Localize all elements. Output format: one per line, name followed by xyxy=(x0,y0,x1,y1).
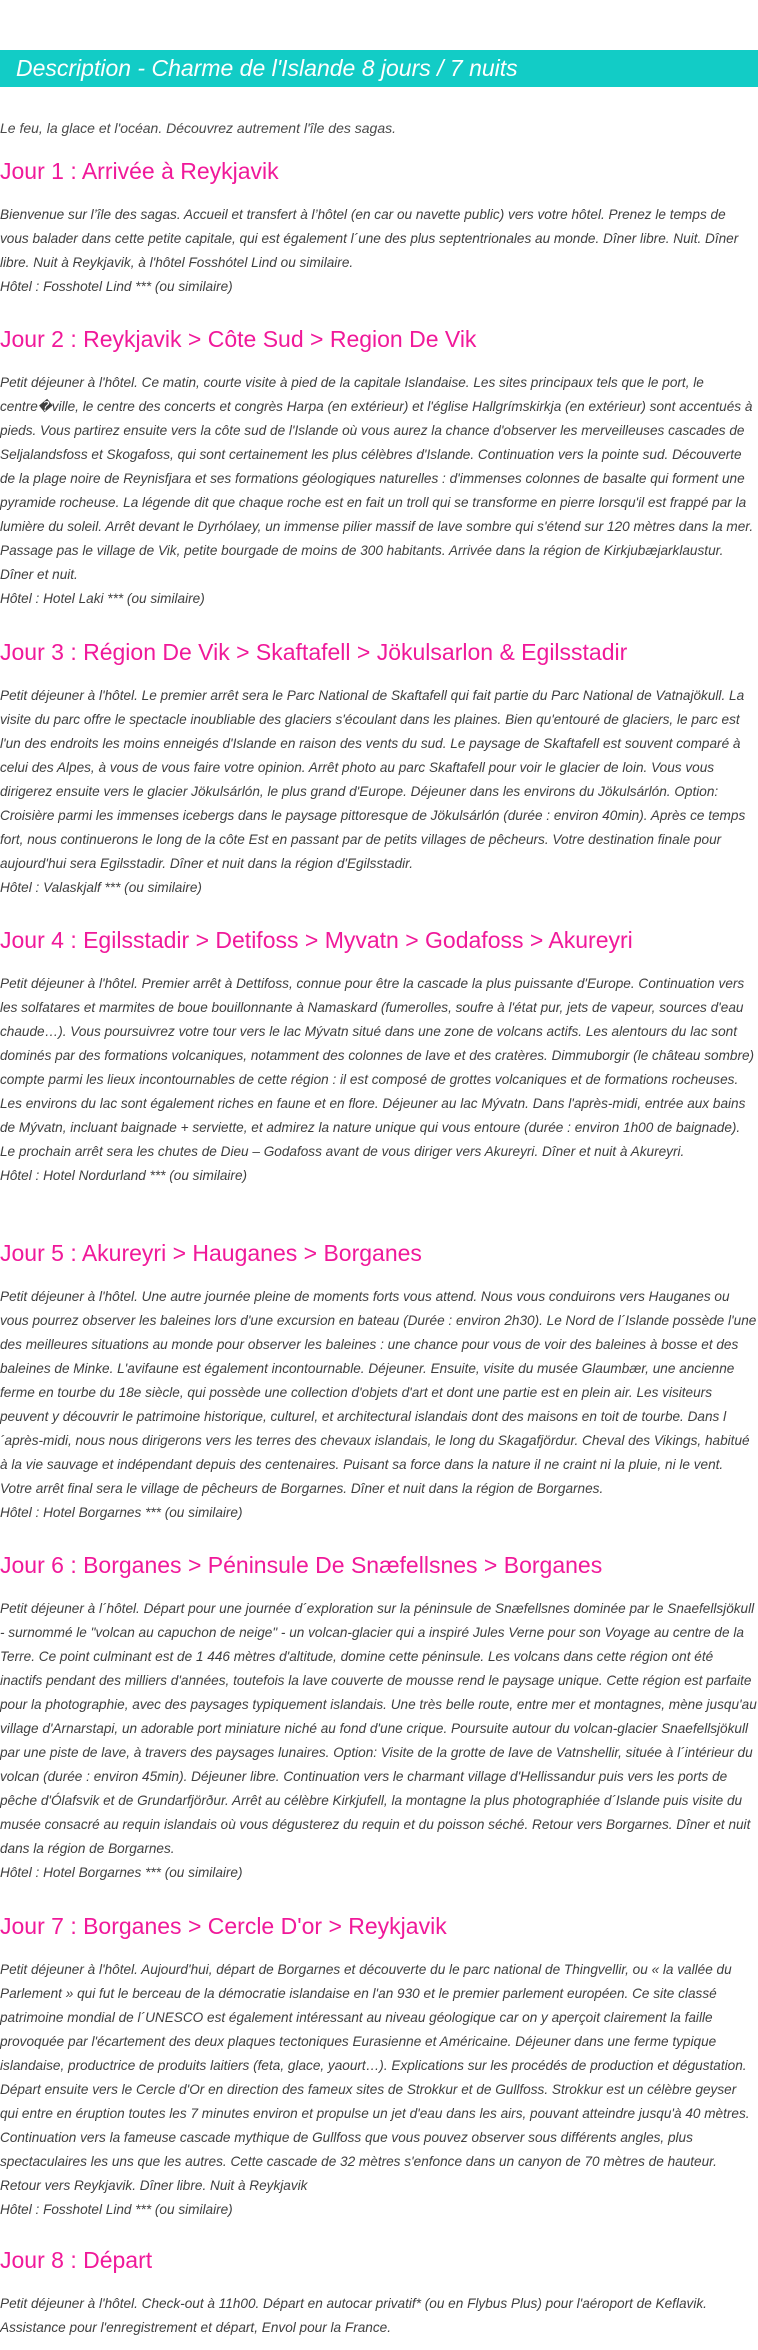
day-4-title: Jour 4 : Egilsstadir > Detifoss > Myvatn > Godafoss > Akureyri xyxy=(0,927,633,953)
day-2-section xyxy=(0,324,758,611)
day-8-section xyxy=(0,2245,758,2340)
day-5-section xyxy=(0,1238,758,1525)
day-1-title: Jour 1 : Arrivée à Reykjavik xyxy=(0,158,279,184)
day-6-section xyxy=(0,1550,758,1885)
day-1-hotel: Hôtel : Fosshotel Lind *** (ou similaire) xyxy=(0,279,233,294)
day-3-hotel: Hôtel : Valaskjalf *** (ou similaire) xyxy=(0,880,202,895)
day-6-title: Jour 6 : Borganes > Péninsule De Snæfellsnes > Borganes xyxy=(0,1552,603,1578)
day-3-title: Jour 3 : Région De Vik > Skaftafell > Jökulsarlon & Egilsstadir xyxy=(0,639,628,665)
intro-text: Le feu, la glace et l'océan. Découvrez autrement l'île des sagas. xyxy=(0,120,397,136)
day-1-section xyxy=(0,156,758,299)
day-6-description: Petit déjeuner à l´hôtel. Départ pour une journée d´exploration sur la péninsule de Snæfellsnes dominée par le Snaefellsjökull - surnommé le "volcan au capuchon de neige" - un volcan-glacier qui a inspiré Jules Verne pour son Voyage au centre de la Terre. Ce point culminant est de 1 446 mètres d'altitude, domine cette péninsule. Les volcans dans cette région ont été inactifs pendant des milliers d'années, toutefois la lave couverte de mousse rend le paysage unique. Cette région est parfaite pour la photographie, avec des paysages typiquement islandais. Une très belle route, entre mer et montagnes, mène jusqu'au village d'Arnarstapi, un adorable port miniature niché au fond d'une crique. Poursuite autour du volcan-glacier Snaefellsjökull par une piste de lave, à travers des paysages lunaires. Option: Visite de la grotte de lave de Vatnshellir, située à l´intérieur du volcan (durée : environ 45min). Déjeuner libre. Continuation vers le charmant village d'Hellissandur puis vers les ports de pêche d'Ólafsvik et de Grundarfjörður. Arrêt au célèbre Kirkjufell, la montagne la plus photographiée d´Islande puis visite du musée consacré au requin islandais où vous dégusterez du requin et du poisson séché. Retour vers Borgarnes. Dîner et nuit dans la région de Borgarnes. xyxy=(0,1601,757,1856)
day-4-description: Petit déjeuner à l'hôtel. Premier arrêt à Dettifoss, connue pour être la cascade la plus puissante d'Europe. Continuation vers les solfatares et marmites de boue bouillonnante à Namaskard (fumerolles, soufre à l'état pur, jets de vapeur, sources d'eau chaude…). Vous poursuivrez votre tour vers le lac Mývatn situé dans une zone de volcans actifs. Les alentours du lac sont dominés par des formations volcaniques, notamment des colonnes de lave et des cratères. Dimmuborgir (le château sombre) compte parmi les lieux incontournables de cette région : il est composé de grottes volcaniques et de formations rocheuses. Les environs du lac sont également riches en faune et en flore. Déjeuner au lac Mývatn. Dans l'après-midi, entrée aux bains de Mývatn, incluant baignade + serviette, et admirez la nature unique qui vous entoure (durée : environ 1h00 de baignade). Le prochain arrêt sera les chutes de Dieu – Godafoss avant de vous diriger vers Akureyri. Dîner et nuit à Akureyri. xyxy=(0,976,755,1159)
day-4-section xyxy=(0,925,758,1188)
day-8-title: Jour 8 : Départ xyxy=(0,2247,153,2273)
day-2-description: Petit déjeuner à l'hôtel. Ce matin, courte visite à pied de la capitale Islandaise. Les sites principaux tels que le port, le centre�ville, le centre des concerts et congrès Harpa (en extérieur) et l'église Hallgrímskirkja (en extérieur) sont accentués à pieds. Vous partirez ensuite vers la côte sud de l'Islande où vous aurez la chance d'observer les merveilleuses cascades de Seljalandsfoss et Skogafoss, qui sont certainement les plus célèbres d'Islande. Continuation vers la pointe sud. Découverte de la plage noire de Reynisfjara et ses formations géologiques naturelles : d'immenses colonnes de basalte qui forment une pyramide rocheuse. La légende dit que chaque roche est en fait un troll qui se transforme en pierre lorsqu'il est frappé par la lumière du soleil. Arrêt devant le Dyrhólaey, un immense pilier massif de lave sombre qui s'étend sur 120 mètres dans la mer. Passage pas le village de Vik, petite bourgade de moins de 300 habitants. Arrivée dans la région de Kirkjubæjarklaustur. Dîner et nuit. xyxy=(0,375,754,582)
day-1-description: Bienvenue sur l’île des sagas. Accueil et transfert à l’hôtel (en car ou navette public) vers votre hôtel. Prenez le temps de vous balader dans cette petite capitale, qui est également l´une des plus septentrionales au monde. Dîner libre. Nuit. Dîner libre. Nuit à Reykjavik, à l'hôtel Fosshótel Lind ou similaire. xyxy=(0,207,739,270)
page-title: Description - Charme de l'Islande 8 jours / 7 nuits xyxy=(16,55,518,81)
day-7-description: Petit déjeuner à l'hôtel. Aujourd'hui, départ de Borgarnes et découverte du le parc national de Thingvellir, ou « la vallée du Parlement » qui fut le berceau de la démocratie islandaise en l'an 930 et le premier parlement européen. Ce site classé patrimoine mondial de l´UNESCO est également intéressant au niveau géologique car on y aperçoit clairement la faille provoquée par l'écartement des deux plaques tectoniques Eurasienne et Américaine. Déjeuner dans une ferme typique islandaise, productrice de produits laitiers (feta, glace, yaourt…). Explications sur les procédés de production et dégustation. Départ ensuite vers le Cercle d'Or en direction des fameux sites de Strokkur et de Gullfoss. Strokkur est un célèbre geyser qui entre en éruption toutes les 7 minutes environ et propulse un jet d'eau dans les airs, pouvant atteindre jusqu'à 40 mètres. Continuation vers la fameuse cascade mythique de Gullfoss que vous pouvez observer sous différents angles, plus spectaculaires les uns que les autres. Cette cascade de 32 mètres s'enfonce dans un canyon de 70 mètres de hauteur. Retour vers Reykjavik. Dîner libre. Nuit à Reykjavik xyxy=(0,1962,750,2193)
day-8-description: Petit déjeuner à l'hôtel. Check-out à 11h00. Départ en autocar privatif* (ou en Flybus Plus) pour l'aéroport de Keflavik. Assistance pour l'enregistrement et départ, Envol pour la France. xyxy=(0,2296,707,2335)
title-banner xyxy=(0,50,758,87)
day-4-hotel: Hôtel : Hotel Nordurland *** (ou similaire) xyxy=(0,1168,248,1183)
day-7-hotel: Hôtel : Fosshotel Lind *** (ou similaire) xyxy=(0,2202,233,2217)
day-3-description: Petit déjeuner à l'hôtel. Le premier arrêt sera le Parc National de Skaftafell qui fait partie du Parc National de Vatnajökull. La visite du parc offre le spectacle inoubliable des glaciers s'écoulant dans les plaines. Bien qu'entouré de glaciers, le parc est l'un des endroits les moins enneigés d'Islande en raison des vents du sud. Le paysage de Skaftafell est souvent comparé à celui des Alpes, à vous de vous faire votre opinion. Arrêt photo au parc Skaftafell pour voir le glacier de loin. Vous vous dirigerez ensuite vers le glacier Jökulsárlón, le plus grand d'Europe. Déjeuner dans les environs du Jökulsárlón. Option: Croisière parmi les immenses icebergs dans le paysage pittoresque de Jökulsárlón (durée : environ 40min). Après ce temps fort, nous continuerons le long de la côte Est en passant par de petits villages de pêcheurs. Votre destination finale pour aujourd'hui sera Egilsstadir. Dîner et nuit dans la région d'Egilsstadir. xyxy=(0,688,746,871)
day-5-description: Petit déjeuner à l'hôtel. Une autre journée pleine de moments forts vous attend. Nous vous conduirons vers Hauganes ou vous pourrez observer les baleines lors d'une excursion en bateau (Durée : environ 2h30). Le Nord de l´Islande possède l'une des meilleures situations au monde pour observer les baleines : une chance pour vous de voir des baleines à bosse et des baleines de Minke. L'avifaune est également incontournable. Déjeuner. Ensuite, visite du musée Glaumbær, une ancienne ferme en tourbe du 18e siècle, qui possède une collection d'objets d'art et dont une partie est en plein air. Les visiteurs peuvent y découvrir le patrimoine historique, culturel, et architectural islandais dont des maisons en toit de tourbe. Dans l´après-midi, nous nous dirigerons vers les terres des chevaux islandais, le long du Skagafjördur. Cheval des Vikings, habitué à la vie sauvage et indépendant depuis des centenaires. Puisant sa force dans la nature il ne craint ni la pluie, ni le vent. Votre arrêt final sera le village de pêcheurs de Borgarnes. Dîner et nuit dans la région de Borgarnes. xyxy=(0,1289,757,1496)
day-5-title: Jour 5 : Akureyri > Hauganes > Borganes xyxy=(0,1240,422,1266)
day-5-hotel: Hôtel : Hotel Borgarnes *** (ou similaire) xyxy=(0,1505,243,1520)
day-7-title: Jour 7 : Borganes > Cercle D'or > Reykjavik xyxy=(0,1913,447,1939)
day-2-hotel: Hôtel : Hotel Laki *** (ou similaire) xyxy=(0,591,205,606)
day-2-title: Jour 2 : Reykjavik > Côte Sud > Region De Vik xyxy=(0,326,477,352)
day-6-hotel: Hôtel : Hotel Borgarnes *** (ou similaire) xyxy=(0,1865,243,1880)
day-7-section xyxy=(0,1911,758,2222)
day-3-section xyxy=(0,637,758,900)
